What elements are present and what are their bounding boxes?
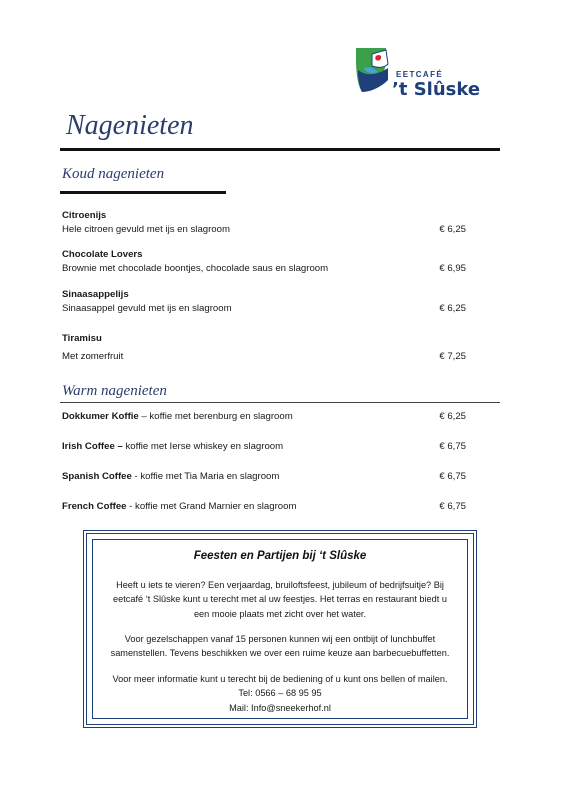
page-title: Nagenieten bbox=[66, 110, 194, 141]
text-line: samenstellen. Tevens beschikken we over een ruime keuze aan barbecuebuffetten. bbox=[110, 648, 450, 659]
text-line: eetcafé ‘t Slûske kunt u terecht met al uw feestjes. Het terras en restaurant biedt u bbox=[113, 594, 447, 605]
menu-item bbox=[62, 248, 466, 276]
menu-item bbox=[62, 410, 466, 424]
section-title-koud: Koud nagenieten bbox=[62, 166, 165, 182]
item-name: Spanish Coffee bbox=[62, 471, 132, 482]
item-name: French Coffee bbox=[62, 501, 127, 512]
menu-item bbox=[62, 440, 466, 454]
menu-item bbox=[62, 332, 466, 364]
text-line: Heeft u iets te vieren? Een verjaardag, bruiloftsfeest, jubileum of bedrijfsuitje? Bij bbox=[116, 580, 444, 590]
logo-subtitle: EETCAFÉ bbox=[396, 70, 444, 79]
phone-number: Tel: 0566 – 68 95 95 bbox=[238, 688, 322, 699]
item-price: € 6,25 bbox=[439, 411, 466, 422]
menu-item bbox=[62, 209, 466, 237]
item-price: € 6,95 bbox=[439, 263, 466, 274]
section-title-warm: Warm nagenieten bbox=[62, 383, 167, 399]
info-paragraph-2 bbox=[97, 632, 463, 661]
item-price: € 6,75 bbox=[439, 501, 466, 512]
item-name: Tiramisu bbox=[62, 333, 102, 344]
item-price: € 6,25 bbox=[439, 303, 466, 314]
item-price: € 6,75 bbox=[439, 441, 466, 452]
info-box-title: Feesten en Partijen bij ‘t Slûske bbox=[193, 550, 367, 562]
item-name: Sinaasappelijs bbox=[62, 289, 129, 300]
email-address: Mail: Info@sneekerhof.nl bbox=[229, 702, 331, 713]
item-name: Chocolate Lovers bbox=[62, 249, 143, 260]
text-line: Voor gezelschappen vanaf 15 personen kunnen wij een ontbijt of lunchbuffet bbox=[124, 634, 436, 644]
item-name: Irish Coffee – bbox=[62, 441, 123, 452]
item-name: Citroenijs bbox=[62, 210, 107, 221]
menu-item bbox=[62, 470, 466, 484]
item-price: € 6,25 bbox=[439, 224, 466, 235]
text-line: Voor meer informatie kunt u terecht bij de bediening of u kunt ons bellen of mailen. bbox=[112, 674, 448, 684]
item-description: – koffie met berenburg en slagroom bbox=[138, 411, 293, 422]
title-divider bbox=[60, 148, 500, 151]
item-description: Brownie met chocolade boontjes, chocolade saus en slagroom bbox=[62, 263, 329, 274]
section-divider-koud bbox=[60, 191, 226, 194]
item-description: Sinaasappel gevuld met ijs en slagroom bbox=[62, 303, 232, 314]
info-box bbox=[83, 530, 477, 728]
menu-item bbox=[62, 288, 466, 316]
item-description: Met zomerfruit bbox=[62, 351, 124, 362]
item-price: € 6,75 bbox=[439, 471, 466, 482]
item-description: - koffie met Grand Marnier en slagroom bbox=[126, 501, 297, 512]
item-description: Hele citroen gevuld met ijs en slagroom bbox=[62, 224, 230, 235]
section-divider-warm bbox=[60, 402, 500, 403]
menu-item bbox=[62, 500, 466, 514]
item-description: koffie met Ierse whiskey en slagroom bbox=[122, 441, 284, 452]
logo-emblem-icon bbox=[354, 46, 394, 96]
logo bbox=[354, 40, 514, 110]
item-price: € 7,25 bbox=[439, 351, 466, 362]
logo-brand-name: ’t Slûske bbox=[392, 79, 481, 100]
info-paragraph-3 bbox=[97, 672, 463, 715]
item-name: Dokkumer Koffie bbox=[62, 411, 139, 422]
info-paragraph-1 bbox=[97, 578, 463, 621]
item-description: - koffie met Tia Maria en slagroom bbox=[131, 471, 280, 482]
text-line: een mooie plaats met zicht over het water. bbox=[193, 608, 367, 619]
